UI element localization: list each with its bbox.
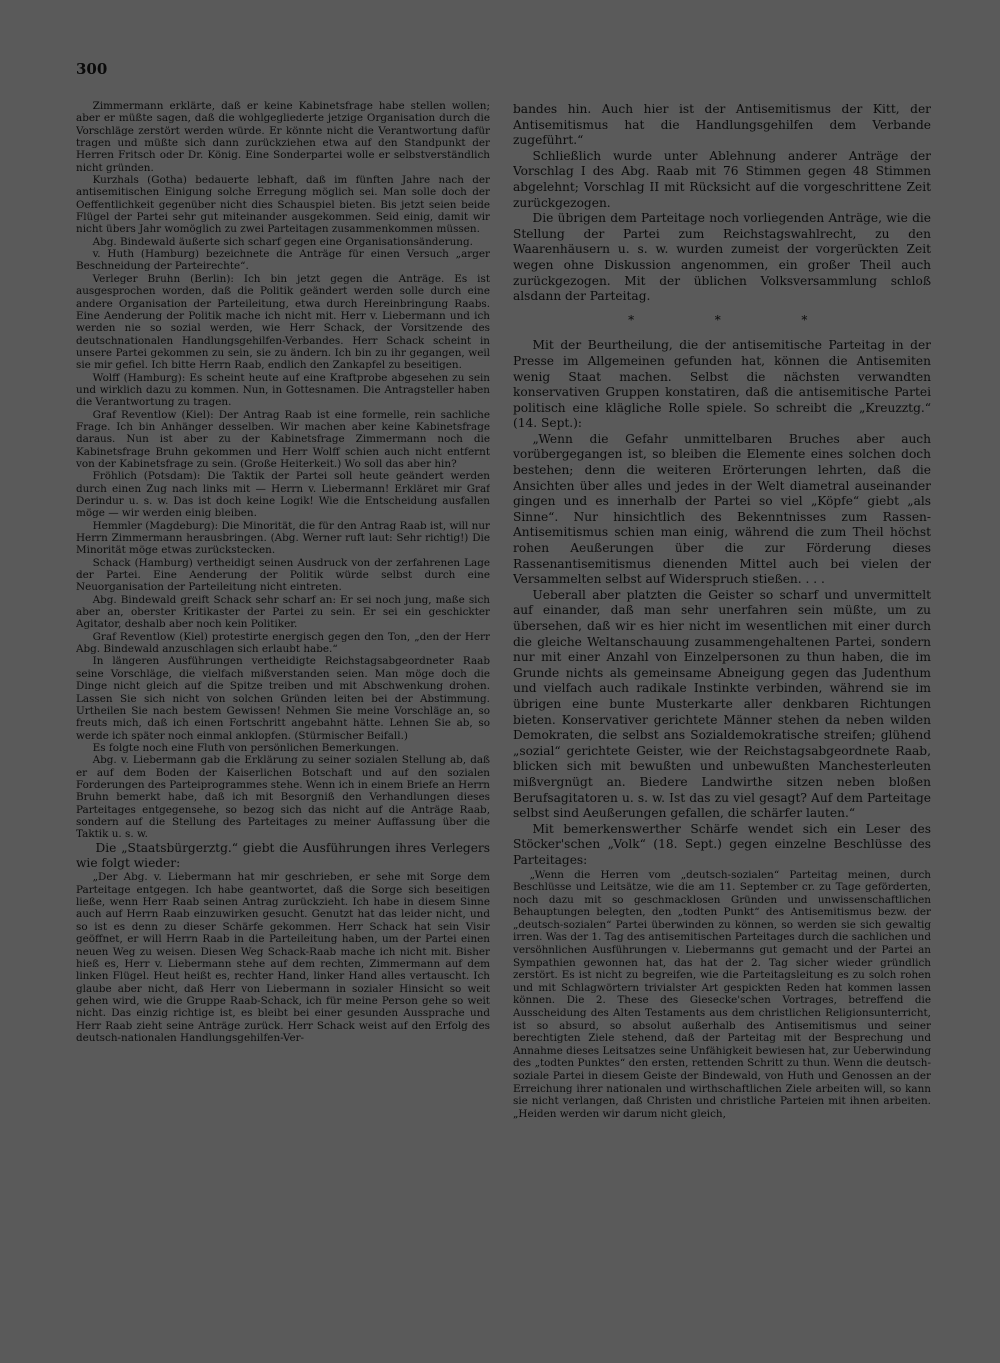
paragraph: Schack (Hamburg) vertheidigt seinen Ausdruck von der zerfahrenen Lage der Partei. Eine Aenderung der Politik würde selbst durch eine Neuorganisation der Parteileitung nicht eintreten. [76, 556, 490, 594]
paragraph: Mit bemerkenswerther Schärfe wendet sich ein Leser des Stöcker'schen „Volk“ (18. Sept.) gegen einzelne Beschlüsse des Parteitages: [513, 821, 931, 867]
paragraph: Schließlich wurde unter Ablehnung anderer Anträge der Vorschlag I des Abg. Raab mit 76 Stimmen gegen 48 Stimmen abgelehnt; Vorschlag II mit Rücksicht auf die vorgeschrittene Zeit zurückgezogen. [513, 148, 931, 210]
paragraph: v. Huth (Hamburg) bezeichnete die Anträge für einen Versuch „arger Beschneidung der Parteirechte“. [76, 248, 490, 273]
paragraph: Die übrigen dem Parteitage noch vorliegenden Anträge, wie die Stellung der Partei zum Reichstagswahlrecht, zu den Waarenhäusern u. s. w. wurden zumeist der vorgerückten Zeit wegen ohne Diskussion angenommen, ein großer Theil auch zurückgezogen. Mit der üblichen Volksversammlung schloß alsdann der Parteitag. [513, 211, 931, 304]
paragraph: Mit der Beurtheilung, die der antisemitische Parteitag in der Presse im Allgemeinen gefunden hat, können die Antisemiten wenig Staat machen. Selbst die nächsten verwandten konservativen Gruppen konstatiren, daß die antisemitische Partei politisch eine klägliche Rolle spiele. So schreibt die „Kreuzztg.“ (14. Sept.): [513, 338, 931, 431]
paragraph: In längeren Ausführungen vertheidigte Reichstagsabgeordneter Raab seine Vorschläge, die vielfach mißverstanden seien. Man möge doch die Dinge nicht gleich auf die Spitze treiben und mit Abschwenkung drohen. Lassen Sie sich nicht von solchen Gründen leiten bei der Abstimmung. Urtheilen Sie nach bestem Gewissen! Nehmen Sie meine Vorschläge an, so freuts mich, daß ich einen Fortschritt angebahnt hätte. Lehnen Sie ab, so werde ich später noch einmal anklopfen. (Stürmischer Beifall.) [76, 655, 490, 742]
paragraph: Abg. Bindewald greift Schack sehr scharf an: Er sei noch jung, maße sich aber an, oberster Kritikaster der Partei zu sein. Er sei ein geschickter Agitator, deshalb aber noch kein Politiker. [76, 593, 490, 631]
paragraph: Zimmermann erklärte, daß er keine Kabinetsfrage habe stellen wollen; aber er müßte sagen, daß die wohlgegliederte jetzige Organisation durch die Vorschläge zerstört werden würde. Er könnte nicht die Verantwortung dafür tragen und müßte sich dann zurückziehen etwa auf den Standpunkt der Herren Fritsch oder Dr. König. Eine Sonderpartei wolle er selbstverständlich nicht gründen. [76, 100, 490, 174]
paragraph: „Wenn die Gefahr unmittelbaren Bruches aber auch vorübergegangen ist, so bleiben die Elemente eines solchen doch bestehen; denn die weiteren Erörterungen lehrten, daß die Ansichten über alles und jedes in der Welt diametral auseinander gingen und es innerhalb der Partei so viel „Köpfe“ giebt „als Sinne“. Nur hinsichtlich des Bekenntnisses zum Rassen-Antisemitismus schien man einig, während die zum Theil höchst rohen Aeußerungen über die zur Förderung dieses Rassenantisemitismus dienenden Mittel auch bei vielen der Versammelten selbst auf Widerspruch stießen. . . . [513, 431, 931, 587]
paragraph: Kurzhals (Gotha) bedauerte lebhaft, daß im fünften Jahre nach der antisemitischen Einigung solche Erregung möglich sei. Man solle doch der Oeffentlichkeit gegenüber nicht dies Schauspiel bieten. Bis jetzt seien beide Flügel der Partei sehr gut miteinander ausgekommen. Seid einig, damit wir nicht übers Jahr womöglich zu zwei Parteitagen zusammenkommen müssen. [76, 174, 490, 236]
paragraph: Fröhlich (Potsdam): Die Taktik der Partei soll heute geändert werden durch einen Zug nach links mit — Herrn v. Liebermann! Erkläret mir Graf Derindur u. s. w. Das ist doch keine Logik! Wie die Entscheidung ausfallen möge — wir werden einig bleiben. [76, 470, 490, 520]
paragraph: Ueberall aber platzten die Geister so scharf und unvermittelt auf einander, daß man sehr unerfahren sein müßte, um zu übersehen, daß wir es hier nicht im wesentlichen mit einer durch die gleiche Weltanschauung zusammengehaltenen Partei, sondern nur mit einer Anzahl von Einzelpersonen zu thun haben, die im Grunde nichts als gemeinsame Abneigung gegen das Judenthum und vielfach auch radikale Instinkte verbinden, während sie im übrigen eine bunte Musterkarte aller denkbaren Richtungen bieten. Konservativer gerichtete Männer stehen da neben wilden Demokraten, die selbst ans Sozialdemokratische streifen; glühend „sozial“ gerichtete Geister, wie der Reichstagsabgeordnete Raab, blicken sich mit bewußten und unbewußten Manchesterleuten mißvergnügt an. Biedere Landwirthe sitzen neben bloßen Berufsagitatoren u. s. w. Ist das zu viel gesagt? Auf dem Parteitage selbst sind Aeußerungen gefallen, die schärfer lauten.“ [513, 587, 931, 821]
paragraph: „Der Abg. v. Liebermann hat mir geschrieben, er sehe mit Sorge dem Parteitage entgegen. Ich habe geantwortet, daß die Sorge sich beseitigen ließe, wenn Herr Raab seinen Antrag zurückzieht. Ich habe in diesem Sinne auch auf Herrn Raab einzuwirken gesucht. Genutzt hat das leider nicht, und so ist es denn zu dieser Schärfe gekommen. Herr Schack hat sein Visir geöffnet, er will Herrn Raab in die Parteileitung haben, um der Partei einen neuen Weg zu weisen. Diesen Weg Schack-Raab mache ich nicht mit. Bisher hieß es, Herr v. Liebermann stehe auf dem rechten, Zimmermann auf dem linken Flügel. Heut heißt es, rechter Hand, linker Hand alles vertauscht. Ich glaube aber nicht, daß Herr von Liebermann in sozialer Hinsicht so weit gehen wird, wie die Gruppe Raab-Schack, ich für meine Person gehe so weit nicht. Das einzig richtige ist, es bleibt bei einer gesunden Aussprache und Herr Raab zieht seine Anträge zurück. Herr Schack weist auf den Erfolg des deutsch-nationalen Handlungsgehilfen-Ver- [76, 871, 490, 1044]
paragraph: Die „Staatsbürgerztg.“ giebt die Ausführungen ihres Verlegers wie folgt wieder: [76, 840, 490, 871]
paragraph: Verleger Bruhn (Berlin): Ich bin jetzt gegen die Anträge. Es ist ausgesprochen worden, daß die Politik geändert werden solle durch eine andere Organisation der Parteileitung, etwa durch Hereinbringung Raabs. Eine Aenderung der Politik mache ich nicht mit. Herr v. Liebermann und ich werden nie so sozial werden, wie Herr Schack, der Vorsitzende des deutschnationalen Handlungsgehilfen-Verbandes. Herr Schack scheint in unsere Partei gekommen zu sein, sie zu ändern. Ich bin zu ihr gegangen, weil sie mir gefiel. Ich bitte Herrn Raab, endlich den Zankapfel zu beseitigen. [76, 272, 490, 372]
right-column [513, 102, 931, 1343]
paragraph: Abg. Bindewald äußerte sich scharf gegen eine Organisationsänderung. [92, 235, 473, 248]
page-number: 300 [76, 60, 108, 78]
paragraph: Abg. v. Liebermann gab die Erklärung zu seiner sozialen Stellung ab, daß er auf dem Boden der Kaiserlichen Botschaft und auf den sozialen Forderungen des Parteiprogrammes stehe. Wenn ich in einem Briefe an Herrn Bruhn bemerkt habe, daß ich mit Besorgniß den Verhandlungen dieses Parteitages entgegensehe, so bezog sich das nicht auf die Anträge Raab, sondern auf die Stellung des Parteitages zu meiner Auffassung über die Taktik u. s. w. [76, 754, 490, 841]
paragraph: Wolff (Hamburg): Es scheint heute auf eine Kraftprobe abgesehen zu sein und wirklich dazu zu kommen. Nun, in Gottesnamen. Die Antragsteller haben die Verantwortung zu tragen. [76, 371, 490, 409]
paragraph: Es folgte noch eine Fluth von persönlichen Bemerkungen. [92, 741, 400, 754]
left-column [76, 100, 490, 1343]
quoted-letter [513, 869, 931, 1121]
paragraph: Hemmler (Magdeburg): Die Minorität, die für den Antrag Raab ist, will nur Herrn Zimmermann herausbringen. (Abg. Werner ruft laut: Sehr richtig!) Die Minorität möge etwas zurückstecken. [76, 519, 490, 557]
paragraph: Graf Reventlow (Kiel): Der Antrag Raab ist eine formelle, rein sachliche Frage. Ich bin Anhänger desselben. Wir machen aber keine Kabinetsfrage daraus. Nun ist aber zu der Kabinetsfrage Zimmermann noch die Kabinetsfrage Bruhn gekommen und Herr Wolff schien auch nicht entfernt von der Kabinetsfrage zu sein. (Große Heiterkeit.) Wo soll das aber hin? [76, 408, 490, 470]
paragraph: Graf Reventlow (Kiel) protestirte energisch gegen den Ton, „den der Herr Abg. Bindewald anzuschlagen sich erlaubt habe.“ [76, 630, 490, 656]
section-separator: * * * [628, 312, 846, 327]
paragraph: bandes hin. Auch hier ist der Antisemitismus der Kitt, der Antisemitismus hat die Handlungsgehilfen dem Verbande zugeführt.“ [513, 102, 931, 148]
paragraph: „Wenn die Herren vom „deutsch-sozialen“ Parteitag meinen, durch Beschlüsse und Leitsätze, wie die am 11. September cr. zu Tage geförderten, noch dazu mit so geschmacklosen Gründen und unwissenschaftlichen Behauptungen belegten, den „todten Punkt“ des Antisemitismus bezw. der „deutsch-sozialen“ Partei überwinden zu können, so werden sie sich gewaltig irren. Was der 1. Tag des antisemitischen Parteitages durch die sachlichen und versöhnlichen Ausführungen v. Liebermanns gut gemacht und der Partei an Sympathien gewonnen hat, das hat der 2. Tag sicher wieder gründlich zerstört. Es ist nicht zu begreifen, wie die Parteitagsleitung es zu solch rohen und mit Schlagwörtern trivialster Art gespickten Reden hat kommen lassen können. Die 2. These des Giesecke'schen Vortrages, betreffend die Ausscheidung des Alten Testaments aus dem christlichen Religionsunterricht, ist so absurd, so absolut außerhalb des Antisemitismus und seiner berechtigten Ziele stehend, daß der Parteitag mit der Besprechung und Annahme dieses Leitsatzes seine Unfähigkeit bewiesen hat, zur Ueberwindung des „todten Punktes“ den ersten, rettenden Schritt zu thun. Wenn die deutsch-soziale Partei in diesem Geiste der Bindewald, von Huth und Genossen an der Erreichung ihrer nationalen und wirthschaftlichen Ziele arbeiten will, so kann sie nicht verlangen, daß Christen und christliche Parteien mit ihnen arbeiten. „Heiden werden wir darum nicht gleich, [513, 868, 931, 1120]
